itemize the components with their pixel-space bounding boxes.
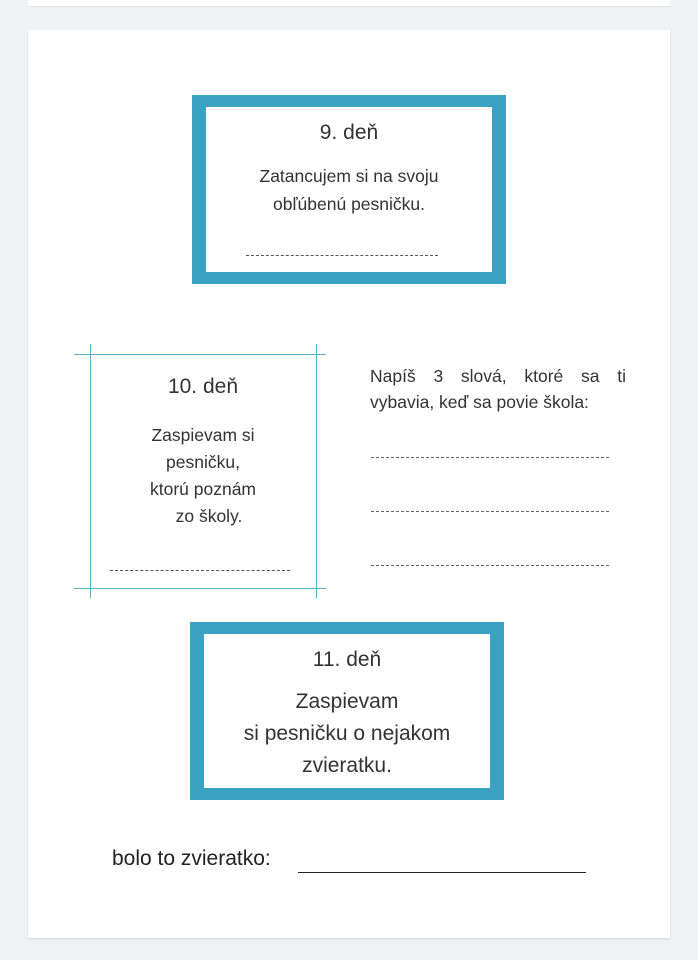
- card-text-line: zo školy.: [175, 506, 243, 526]
- answer-line-2[interactable]: [371, 511, 609, 512]
- card-day-10: [74, 344, 328, 598]
- card-title: 10. deň: [167, 375, 239, 398]
- card-day-11: [190, 622, 504, 800]
- task-line: vybavia, keď sa povie škola:: [370, 392, 589, 412]
- frame-line: [74, 354, 326, 355]
- card-text-line: Zaspievam si: [151, 425, 255, 445]
- card-title: 9. deň: [319, 121, 379, 144]
- signature-line: [246, 255, 438, 256]
- card-text-line: zvieratku.: [302, 754, 392, 777]
- card-text: [206, 162, 492, 218]
- previous-page-edge: [28, 0, 670, 7]
- card-text-line: pesničku,: [166, 452, 240, 472]
- task-line: Napíš 3 slová, ktoré sa ti: [370, 366, 626, 386]
- card-text: [90, 422, 316, 530]
- animal-answer-label: bolo to zvieratko:: [112, 847, 271, 870]
- frame-line: [74, 588, 326, 589]
- card-text-line: Zaspievam: [295, 690, 399, 713]
- card-day-9: [192, 95, 506, 284]
- card-text-line: obľúbenú pesničku.: [272, 194, 426, 214]
- card-title: 11. deň: [312, 648, 382, 671]
- animal-answer-line[interactable]: [298, 872, 586, 873]
- card-text-line: ktorú poznám: [149, 479, 257, 499]
- signature-line: [110, 570, 290, 571]
- worksheet-page: [28, 30, 670, 938]
- card-text: [204, 686, 490, 782]
- answer-line-1[interactable]: [371, 457, 609, 458]
- card-text-line: Zatancujem si na svoju: [259, 166, 439, 186]
- card-text-line: si pesničku o nejakom: [243, 722, 451, 745]
- card-inner: [204, 634, 490, 788]
- task-instructions: [370, 363, 626, 415]
- frame-line: [316, 344, 317, 598]
- card-inner: [206, 107, 492, 272]
- answer-line-3[interactable]: [371, 565, 609, 566]
